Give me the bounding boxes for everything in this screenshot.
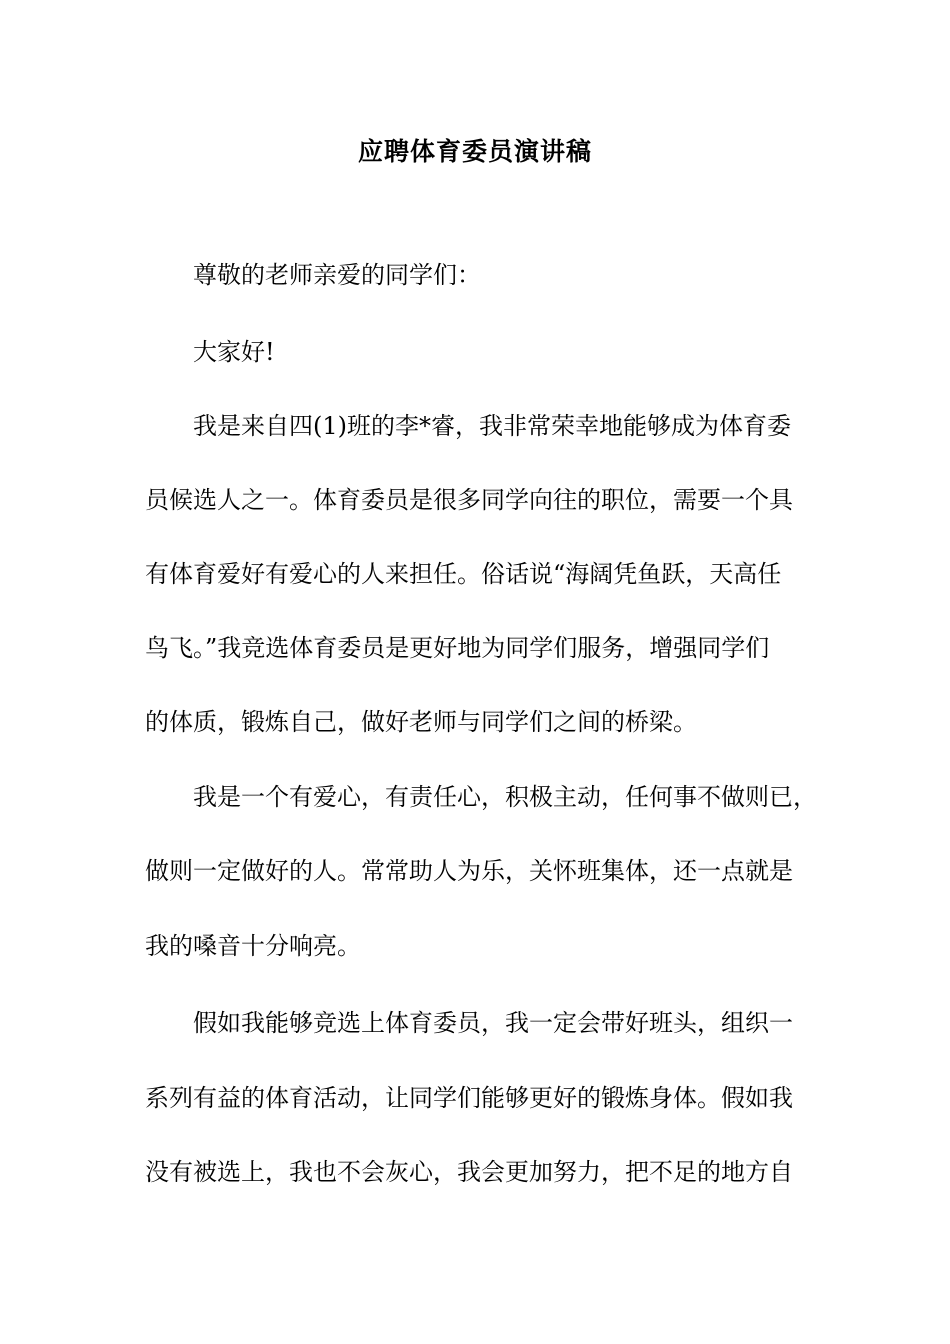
- paragraph-line: 没有被选上，我也不会灰心，我会更加努力，把不足的地方自: [145, 1158, 793, 1186]
- paragraph-line: 有体育爱好有爱心的人来担任。俗话说“海阔凭鱼跃，天高任: [145, 560, 782, 588]
- paragraph-line: 我是来自四(1)班的李*睿，我非常荣幸地能够成为体育委: [193, 412, 791, 440]
- paragraph-line: 假如我能够竞选上体育委员，我一定会带好班头，组织一: [193, 1009, 793, 1037]
- salutation-line: 尊敬的老师亲爱的同学们：: [193, 261, 481, 289]
- paragraph-line: 做则一定做好的人。常常助人为乐，关怀班集体，还一点就是: [145, 857, 793, 885]
- paragraph-line: 的体质，锻炼自己，做好老师与同学们之间的桥梁。: [145, 708, 697, 736]
- paragraph-line: 我的嗓音十分响亮。: [145, 932, 361, 960]
- paragraph-line: 我是一个有爱心，有责任心，积极主动，任何事不做则已，: [193, 783, 817, 811]
- paragraph-line: 鸟飞。”我竞选体育委员是更好地为同学们服务，增强同学们: [145, 634, 770, 662]
- document-title: 应聘体育委员演讲稿: [357, 137, 592, 166]
- paragraph-line: 员候选人之一。体育委员是很多同学向往的职位，需要一个具: [145, 486, 793, 514]
- greeting-line: 大家好!: [193, 338, 275, 366]
- paragraph-line: 系列有益的体育活动，让同学们能够更好的锻炼身体。假如我: [145, 1084, 793, 1112]
